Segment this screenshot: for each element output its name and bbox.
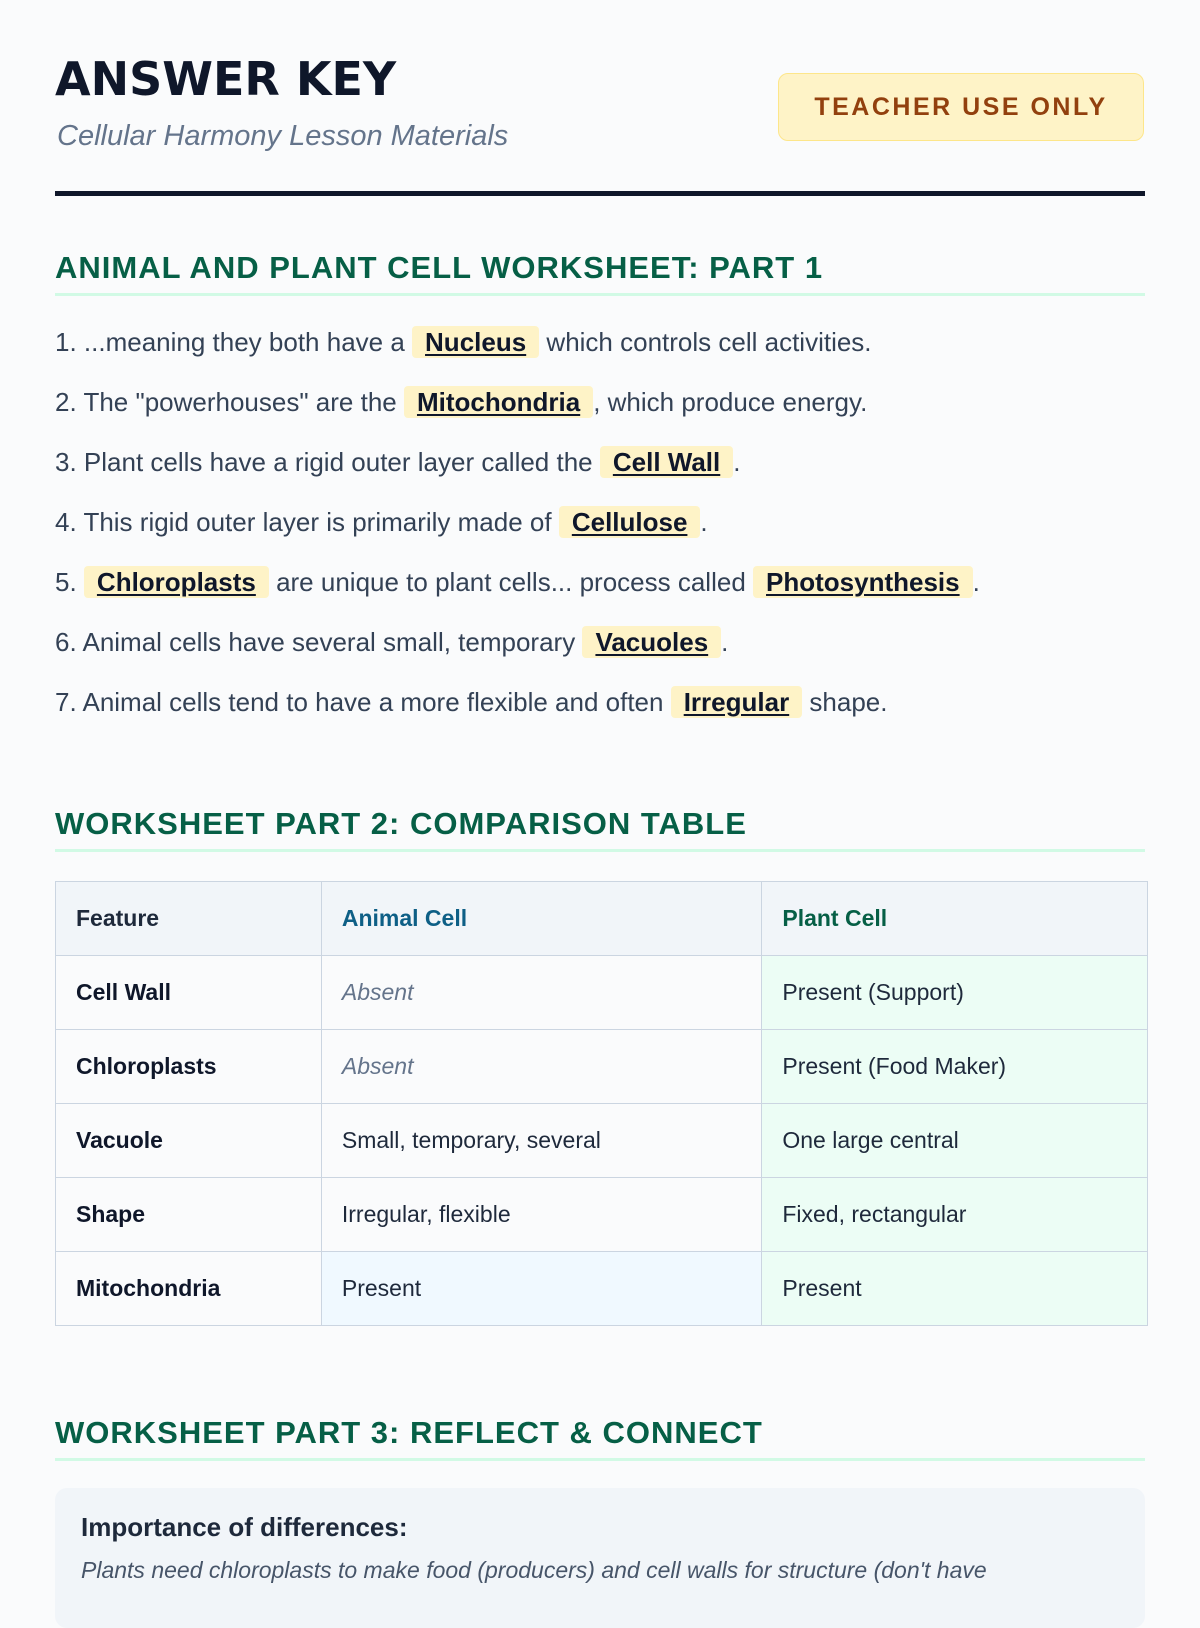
feature-cell: Vacuole — [56, 1104, 322, 1178]
question-text: . — [721, 627, 729, 657]
header-feature: Feature — [56, 882, 322, 956]
table-row — [56, 1178, 1148, 1252]
question-text: 3. Plant cells have a rigid outer layer called the — [55, 447, 600, 477]
answer-highlight: Chloroplasts — [84, 566, 269, 598]
question-1 — [55, 322, 1145, 382]
part1-question-list — [55, 322, 1145, 742]
question-text: 1. ...meaning they both have a — [55, 327, 413, 357]
question-3 — [55, 442, 1145, 502]
question-text: are unique to plant cells... process called — [268, 567, 754, 597]
question-text: 7. Animal cells tend to have a more flexible and often — [55, 687, 671, 717]
table-row — [56, 1030, 1148, 1104]
feature-cell: Mitochondria — [56, 1252, 322, 1326]
teacher-use-badge: TEACHER USE ONLY — [778, 73, 1144, 141]
table-header-row — [56, 882, 1148, 956]
question-text: which controls cell activities. — [539, 327, 872, 357]
question-text: . — [700, 507, 708, 537]
feature-cell: Cell Wall — [56, 956, 322, 1030]
question-text: 5. — [55, 567, 84, 597]
reflect-answer: Plants need chloroplasts to make food (producers) and cell walls for structure (don't have — [81, 1557, 987, 1583]
plant-cell-value: Present (Support) — [762, 956, 1148, 1030]
question-5 — [55, 562, 1145, 622]
answer-highlight: Nucleus — [412, 326, 539, 358]
answer-highlight: Mitochondria — [404, 386, 593, 418]
page-subtitle: Cellular Harmony Lesson Materials — [57, 120, 509, 152]
plant-cell-value: Present — [762, 1252, 1148, 1326]
question-text: , which produce energy. — [593, 387, 868, 417]
question-6 — [55, 622, 1145, 682]
header-plant-cell: Plant Cell — [762, 882, 1148, 956]
answer-highlight: Vacuoles — [582, 626, 721, 658]
part2-title: WORKSHEET PART 2: COMPARISON TABLE — [55, 806, 1145, 852]
plant-cell-value: Present (Food Maker) — [762, 1030, 1148, 1104]
question-4 — [55, 502, 1145, 562]
animal-cell-value: Irregular, flexible — [321, 1178, 762, 1252]
question-text: 6. Animal cells have several small, temporary — [55, 627, 583, 657]
question-text: 4. This rigid outer layer is primarily made of — [55, 507, 559, 537]
question-text: . — [733, 447, 741, 477]
reflect-heading: Importance of differences: — [81, 1512, 408, 1542]
animal-cell-value: Absent — [321, 1030, 762, 1104]
header-animal-cell: Animal Cell — [321, 882, 762, 956]
question-text: 2. The "powerhouses" are the — [55, 387, 404, 417]
part3-title: WORKSHEET PART 3: REFLECT & CONNECT — [55, 1415, 1145, 1461]
answer-highlight: Cell Wall — [600, 446, 733, 478]
answer-highlight: Cellulose — [559, 506, 701, 538]
reflect-box — [55, 1488, 1145, 1628]
question-2 — [55, 382, 1145, 442]
animal-cell-value: Present — [321, 1252, 762, 1326]
comparison-table — [55, 881, 1148, 1326]
animal-cell-value: Absent — [321, 956, 762, 1030]
table-row — [56, 956, 1148, 1030]
plant-cell-value: Fixed, rectangular — [762, 1178, 1148, 1252]
answer-highlight: Photosynthesis — [753, 566, 973, 598]
animal-cell-value: Small, temporary, several — [321, 1104, 762, 1178]
feature-cell: Shape — [56, 1178, 322, 1252]
question-text: shape. — [802, 687, 888, 717]
question-text: . — [972, 567, 980, 597]
table-row — [56, 1104, 1148, 1178]
feature-cell: Chloroplasts — [56, 1030, 322, 1104]
table-row — [56, 1252, 1148, 1326]
plant-cell-value: One large central — [762, 1104, 1148, 1178]
part1-title: ANIMAL AND PLANT CELL WORKSHEET: PART 1 — [55, 250, 1145, 296]
question-7 — [55, 682, 1145, 742]
page-header — [55, 0, 1145, 196]
page-title: ANSWER KEY — [55, 52, 397, 106]
answer-highlight: Irregular — [671, 686, 803, 718]
